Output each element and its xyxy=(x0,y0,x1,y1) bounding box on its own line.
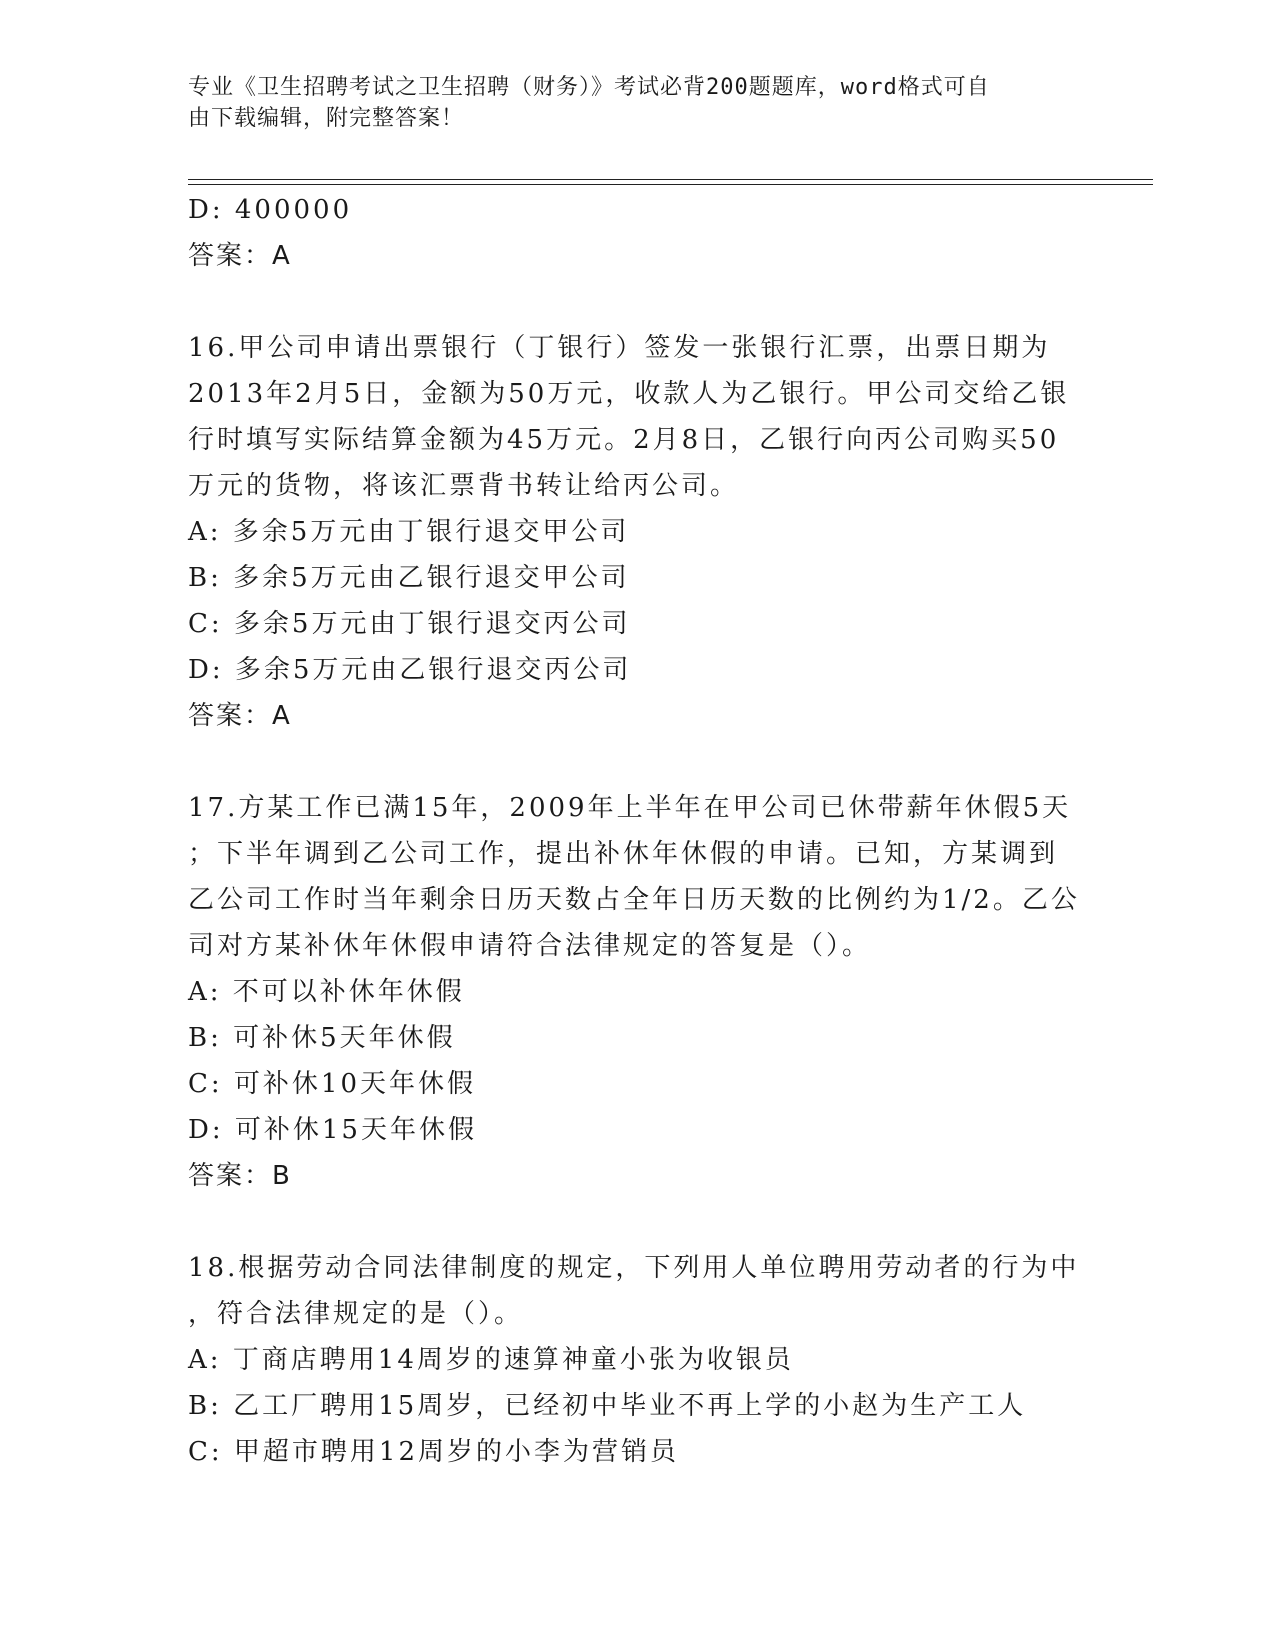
header-line-1: 专业《卫生招聘考试之卫生招聘（财务）》考试必背200题题库，word格式可自 xyxy=(188,75,990,100)
option-b: B: 可补休5天年休假 xyxy=(188,1023,456,1053)
spacer xyxy=(188,279,1088,325)
question-text-line: 18.根据劳动合同法律制度的规定，下列用人单位聘用劳动者的行为中 xyxy=(188,1253,1080,1283)
spacer xyxy=(188,739,1088,785)
question-text-line: 16.甲公司申请出票银行（丁银行）签发一张银行汇票，出票日期为 xyxy=(188,333,1051,363)
option-d: D: 多余5万元由乙银行退交丙公司 xyxy=(188,655,632,685)
question-text-line: ；下半年调到乙公司工作，提出补休年休假的申请。已知，方某调到 xyxy=(188,839,1059,869)
answer-label: 答案：A xyxy=(188,241,292,271)
question-text-line: 行时填写实际结算金额为45万元。2月8日，乙银行向丙公司购买50 xyxy=(188,425,1060,455)
question-16 xyxy=(188,325,1088,739)
option-a: A: 丁商店聘用14周岁的速算神童小张为收银员 xyxy=(188,1345,794,1375)
option-b: B: 多余5万元由乙银行退交甲公司 xyxy=(188,563,630,593)
option-a: A: 不可以补休年休假 xyxy=(188,977,465,1007)
question-text-line: 乙公司工作时当年剩余日历天数占全年日历天数的比例约为1/2。乙公 xyxy=(188,885,1080,915)
option-c: C: 可补休10天年休假 xyxy=(188,1069,477,1099)
question-text-line: 司对方某补休年休假申请符合法律规定的答复是（）。 xyxy=(188,931,872,961)
question-17 xyxy=(188,785,1088,1199)
option-b: B: 乙工厂聘用15周岁，已经初中毕业不再上学的小赵为生产工人 xyxy=(188,1391,1027,1421)
spacer xyxy=(188,1199,1088,1245)
answer-label: 答案：A xyxy=(188,701,292,731)
option-d: D: 可补休15天年休假 xyxy=(188,1115,477,1145)
question-text-line: 2013年2月5日，金额为50万元，收款人为乙银行。甲公司交给乙银 xyxy=(188,379,1070,409)
question-18 xyxy=(188,1245,1088,1475)
option-a: A: 多余5万元由丁银行退交甲公司 xyxy=(188,517,630,547)
document-body xyxy=(188,187,1088,1475)
option-c: C: 多余5万元由丁银行退交丙公司 xyxy=(188,609,631,639)
option-c: C: 甲超市聘用12周岁的小李为营销员 xyxy=(188,1437,680,1467)
answer-label: 答案：B xyxy=(188,1161,292,1191)
document-header xyxy=(188,72,1078,134)
header-rule-top xyxy=(188,179,1153,180)
header-line-2: 由下载编辑，附完整答案！ xyxy=(188,106,465,131)
question-text-line: 万元的货物，将该汇票背书转让给丙公司。 xyxy=(188,471,740,501)
option-d: D: 400000 xyxy=(188,195,353,225)
question-text-line: 17.方某工作已满15年，2009年上半年在甲公司已休带薪年休假5天 xyxy=(188,793,1072,823)
question-text-line: ，符合法律规定的是（）。 xyxy=(188,1299,524,1329)
header-rule-bottom xyxy=(188,184,1153,185)
